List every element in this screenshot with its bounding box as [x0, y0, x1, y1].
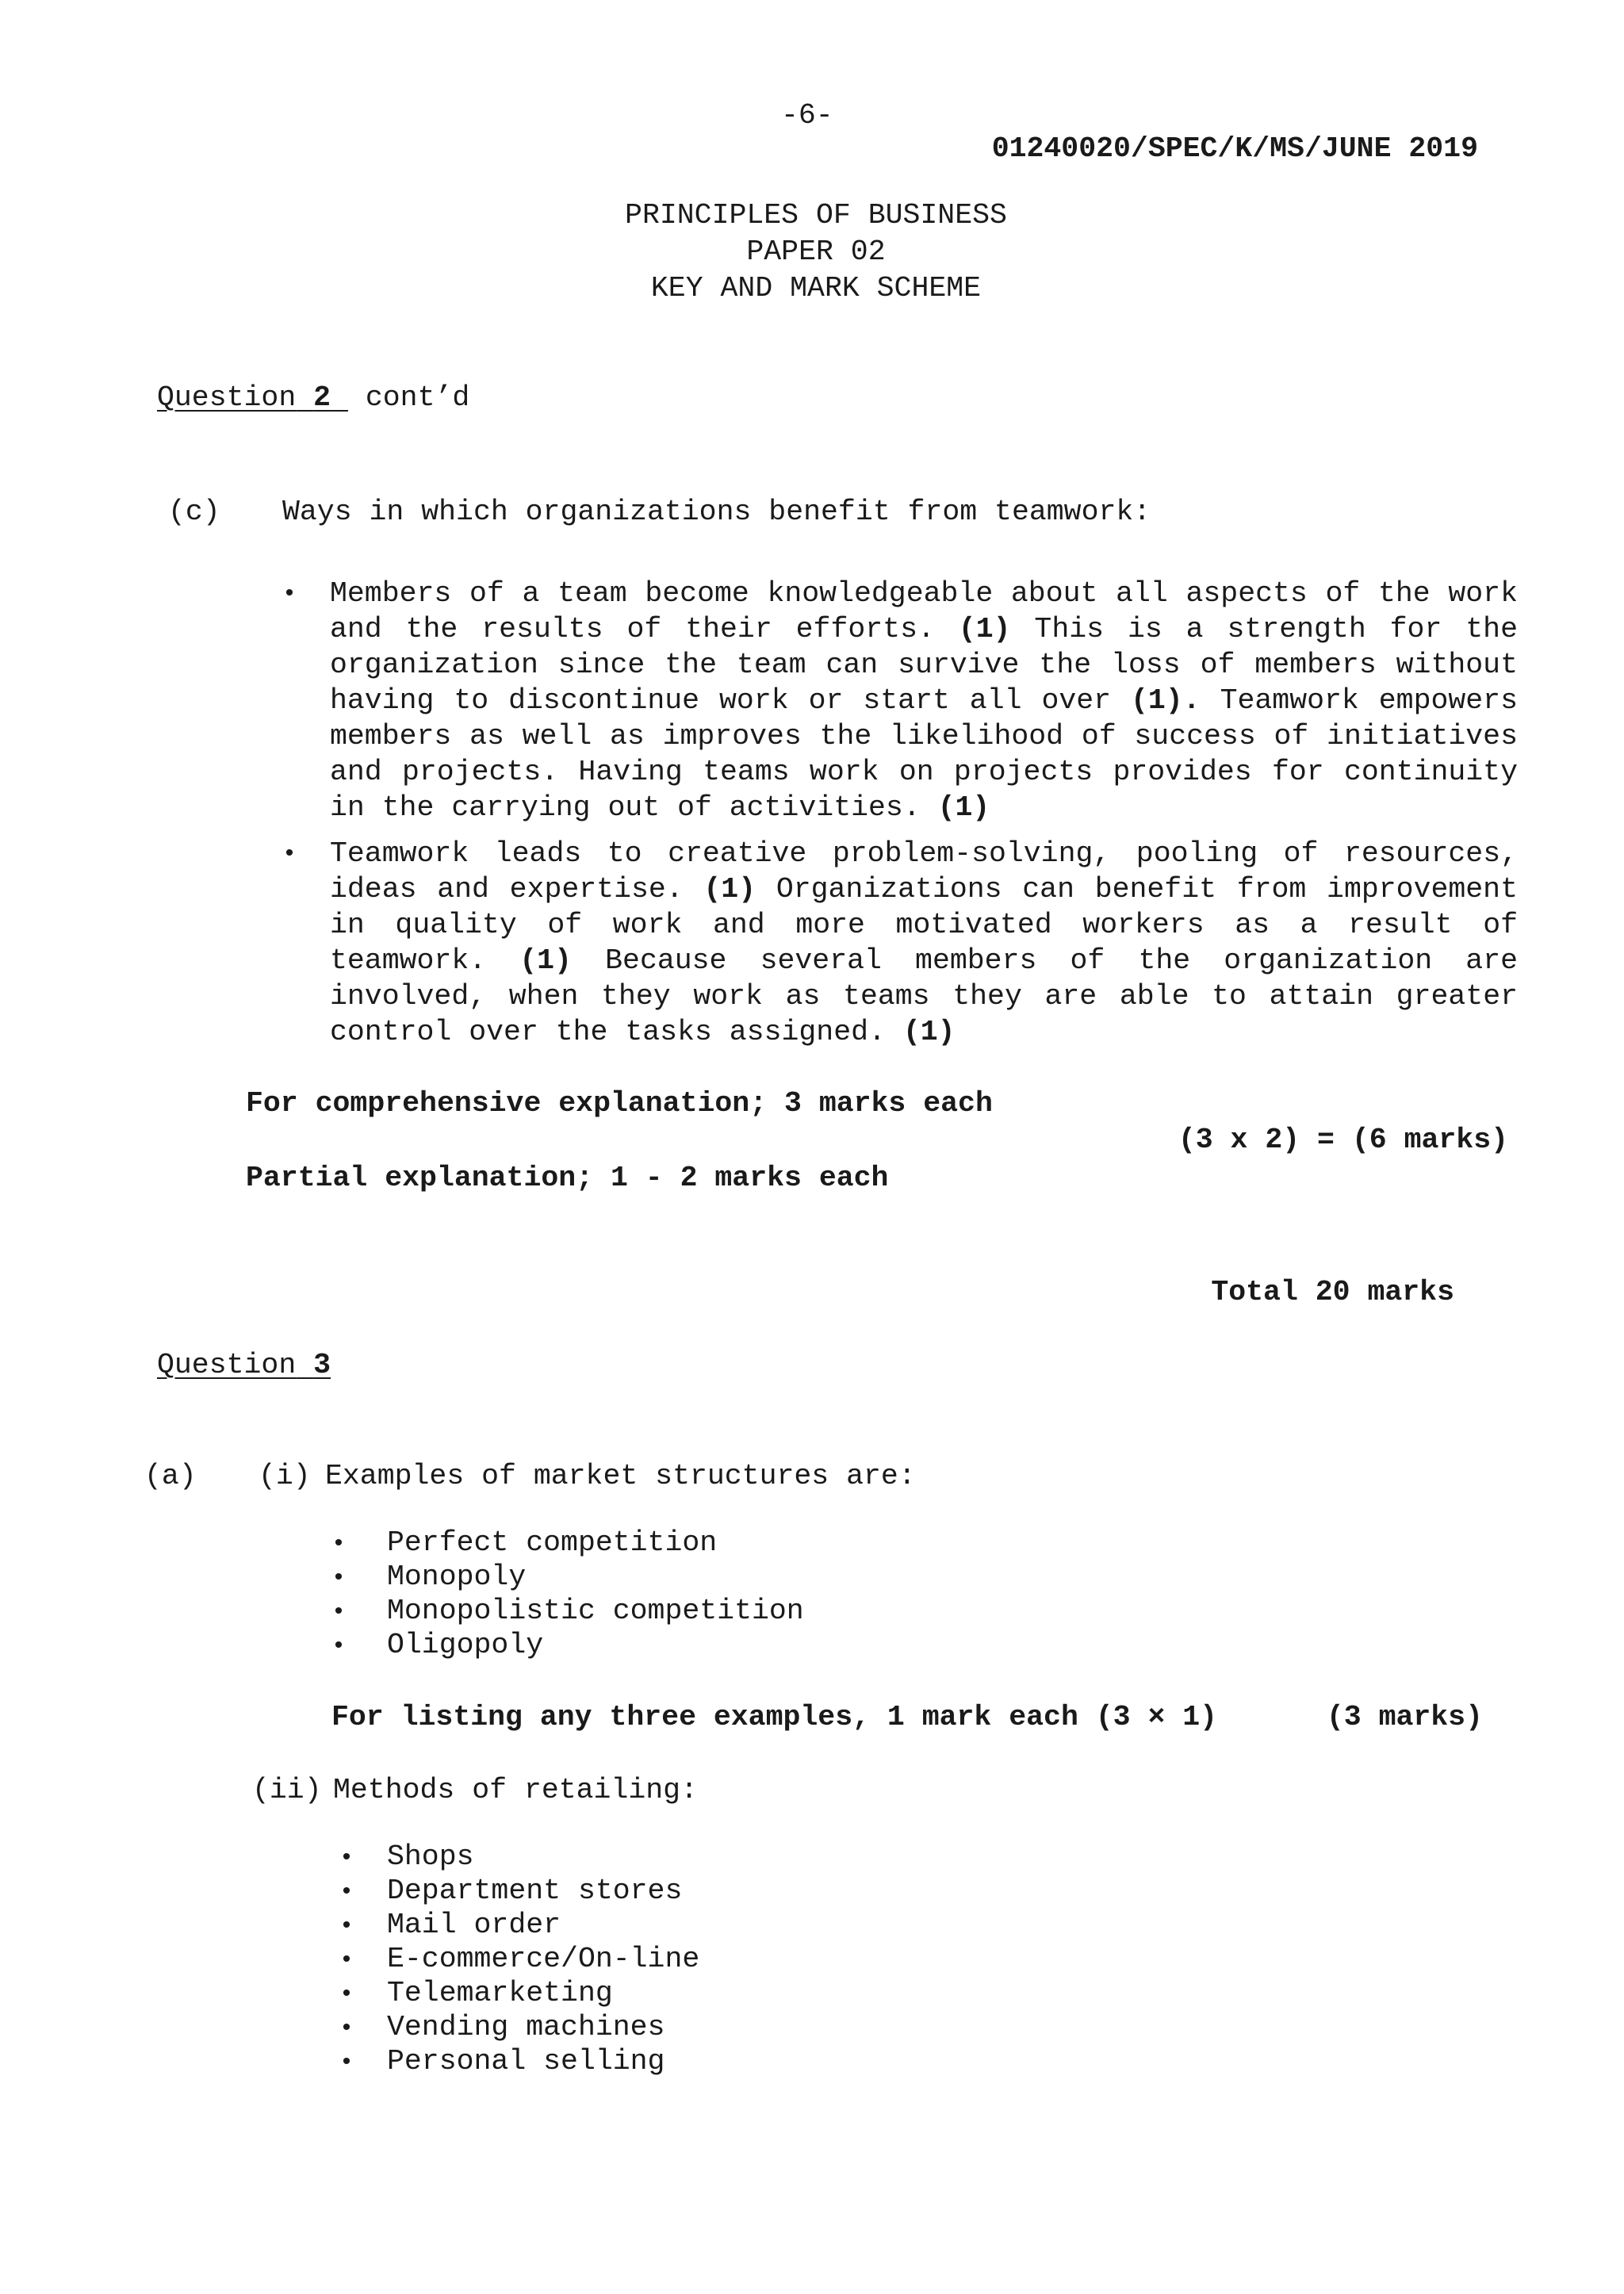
doc-title-scheme: KEY AND MARK SCHEME — [650, 272, 982, 304]
bullet-2-dot: • — [282, 841, 297, 868]
benefit-2-mark-b: (1) — [519, 944, 572, 977]
teamwork-benefit-1 — [330, 576, 1518, 825]
market-structure-item: Oligopoly — [387, 1629, 544, 1661]
benefit-1-mark-a: (1) — [958, 613, 1011, 645]
question-3-word: Question — [157, 1349, 297, 1381]
question-2-heading — [157, 381, 469, 416]
listing-marks-note: For listing any three examples, 1 mark each (3 × 1) — [331, 1701, 1218, 1733]
list-bullet: • — [339, 1982, 354, 2009]
bullet-1-dot: • — [282, 581, 297, 608]
part-a-i-text: Examples of market structures are: — [325, 1460, 916, 1492]
page-number: -6- — [781, 99, 833, 132]
part-a-i-label: (i) — [259, 1460, 311, 1492]
benefit-2-mark-a: (1) — [703, 873, 756, 906]
doc-title-subject: PRINCIPLES OF BUSINESS — [625, 199, 1007, 232]
part-c-text: Ways in which organizations benefit from teamwork: — [282, 496, 1151, 528]
question-2-suffix: cont’d — [347, 381, 470, 414]
list-bullet: • — [331, 1633, 347, 1660]
benefit-1-text-b: This is a strength for the organization since the team can survive the loss of members without having to discontinue work or start all over — [330, 613, 1518, 717]
list-bullet: • — [331, 1531, 347, 1558]
listing-marks: (3 marks) — [1326, 1701, 1483, 1733]
question-2-trail — [331, 381, 348, 414]
benefit-2-mark-c: (1) — [902, 1016, 956, 1048]
question-3-heading — [157, 1348, 331, 1383]
document-code: 01240020/SPEC/K/MS/JUNE 2019 — [991, 132, 1478, 165]
part-a-ii-text: Methods of retailing: — [333, 1774, 698, 1806]
benefit-1-text-a: Members of a team become knowledgeable about all aspects of the work and the results of their efforts. — [330, 577, 1518, 645]
part-c-label: (c) — [168, 496, 220, 528]
retailing-method-item: E-commerce/On-line — [387, 1943, 700, 1975]
question-2-number: 2 — [313, 381, 331, 414]
question-2-word: Question — [157, 381, 297, 414]
list-bullet: • — [339, 1845, 354, 1872]
doc-title-paper: PAPER 02 — [746, 236, 886, 268]
retailing-method-item: Department stores — [387, 1875, 683, 1907]
list-bullet: • — [339, 1879, 354, 1906]
comprehensive-explanation-note: For comprehensive explanation; 3 marks each — [246, 1087, 993, 1120]
market-structure-item: Monopolistic competition — [387, 1595, 804, 1627]
teamwork-benefit-2 — [330, 836, 1518, 1050]
benefit-2-text-a: Teamwork leads to creative problem-solving, pooling of resources, ideas and expertise. — [330, 837, 1518, 906]
retailing-method-item: Telemarketing — [387, 1977, 613, 2009]
list-bullet: • — [339, 2050, 354, 2077]
list-bullet: • — [331, 1565, 347, 1592]
benefit-2-text-c: Because several members of the organization are involved, when they work as teams they are able to attain greater control over the tasks assigned. — [330, 944, 1518, 1048]
benefit-1-mark-c: (1) — [937, 791, 990, 824]
list-bullet: • — [339, 1947, 354, 1974]
retailing-method-item: Shops — [387, 1840, 474, 1873]
question-2-space — [296, 381, 313, 414]
benefit-1-text-c: Teamwork empowers members as well as improves the likelihood of success of initiatives and projects. Having teams work on projects provides for continuity in the carrying out of activities. — [330, 684, 1518, 824]
retailing-method-item: Vending machines — [387, 2011, 665, 2043]
question-3-number: 3 — [313, 1349, 331, 1381]
market-structure-item: Monopoly — [387, 1561, 527, 1593]
question-2-total: Total 20 marks — [1211, 1276, 1454, 1308]
part-a-ii-label: (ii) — [252, 1774, 322, 1806]
list-bullet: • — [339, 2016, 354, 2043]
list-bullet: • — [331, 1599, 347, 1626]
market-structure-item: Perfect competition — [387, 1526, 718, 1559]
benefit-2-text-b: Organizations can benefit from improvement in quality of work and more motivated workers as a result of teamwork. — [330, 873, 1518, 977]
partial-explanation-note: Partial explanation; 1 - 2 marks each — [246, 1162, 889, 1194]
question-3-space — [296, 1349, 313, 1381]
part-a-label: (a) — [144, 1460, 197, 1492]
list-bullet: • — [339, 1913, 354, 1940]
marks-calculation: (3 x 2) = (6 marks) — [1178, 1124, 1508, 1156]
retailing-method-item: Mail order — [387, 1909, 561, 1941]
benefit-1-mark-b: (1). — [1131, 684, 1201, 717]
retailing-method-item: Personal selling — [387, 2045, 665, 2078]
